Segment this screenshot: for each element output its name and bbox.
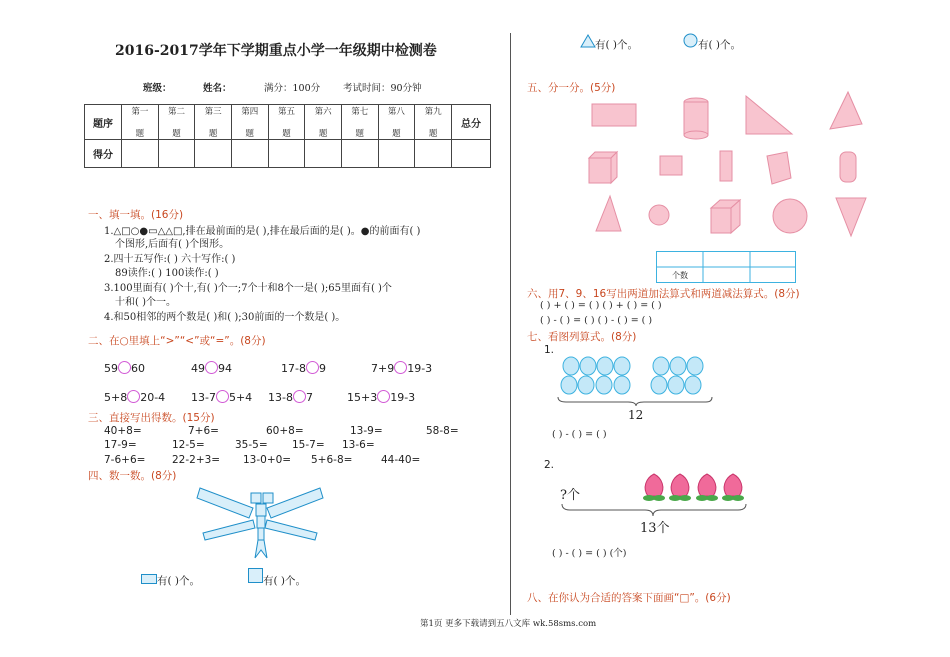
exam-time: 考试时间：90分钟 [343, 83, 422, 94]
score-col: 第一 题 [122, 105, 159, 140]
score-table [84, 104, 491, 168]
calc: 60+8= [266, 425, 304, 437]
equation-line: ( ) + ( ) = ( ) ( ) + ( ) = ( ) [540, 300, 662, 311]
section-2-title: 二、在○里填上“>”“<”或“=”。(8分) [88, 335, 266, 347]
calc: 17-9= [104, 439, 137, 451]
calc: 40+8= [104, 425, 142, 437]
count-answer: 有( )个。 [263, 575, 307, 587]
calc: 7+6= [188, 425, 219, 437]
equation-line: ( ) - ( ) = ( ) ( ) - ( ) = ( ) [540, 315, 653, 326]
compare-item: 13-7 5+4 [191, 391, 253, 404]
compare-circle[interactable] [118, 361, 131, 374]
score-head: 题序 [85, 105, 122, 140]
compare-circle[interactable] [306, 361, 319, 374]
rectangle-icon [141, 574, 157, 584]
score-col: 第九 题 [415, 105, 452, 140]
s1-line: 89读作:( ) 100读作:( ) [115, 268, 219, 279]
problem-number: 1. [544, 344, 555, 356]
compare-circle[interactable] [394, 361, 407, 374]
circle-icon [683, 33, 698, 48]
calc: 13-0+0= [243, 454, 292, 466]
calc: 22-2+3= [172, 454, 221, 466]
calc: 5+6-8= [311, 454, 353, 466]
score-col: 第七 题 [341, 105, 378, 140]
compare-circle[interactable] [127, 390, 140, 403]
page-footer: 第1页 更多下载请到五八文库 wk.58sms.com [420, 619, 597, 629]
count-table-label: 个数 [672, 271, 688, 280]
calc: 7-6+6= [104, 454, 146, 466]
compare-item: 49 94 [191, 362, 232, 375]
compare-item: 13-8 7 [268, 391, 313, 404]
calc: 12-5= [172, 439, 205, 451]
calc: 44-40= [381, 454, 421, 466]
compare-item: 15+3 19-3 [347, 391, 416, 404]
class-field: 班级： [143, 83, 172, 94]
compare-item: 5+8 20-4 [104, 391, 166, 404]
compare-circle[interactable] [205, 361, 218, 374]
full-score: 满分：100分 [264, 83, 321, 94]
brace-image [560, 502, 750, 518]
column-divider [510, 33, 511, 615]
calc: 13-9= [350, 425, 383, 437]
calc: 13-6= [342, 439, 375, 451]
calc: 15-7= [292, 439, 325, 451]
score-row-label: 得分 [85, 140, 122, 168]
score-col: 第四 题 [231, 105, 268, 140]
count-answer: 有( )个。 [595, 39, 639, 51]
score-col: 第五 题 [268, 105, 305, 140]
compare-circle[interactable] [293, 390, 306, 403]
equation-line: ( ) - ( ) = ( ) (个) [552, 548, 627, 559]
s1-line: 十和( )个一。 [115, 297, 176, 308]
balloons-image [556, 354, 716, 406]
dragonfly-image [195, 478, 325, 560]
calc: 58-8= [426, 425, 459, 437]
name-field: 姓名： [203, 83, 232, 94]
score-col: 第六 题 [305, 105, 342, 140]
s1-line: 4.和50相邻的两个数是( )和( );30前面的一个数是( )。 [104, 312, 346, 323]
score-col: 第八 题 [378, 105, 415, 140]
problem-number: 2. [544, 459, 555, 471]
triangle-icon [580, 34, 596, 48]
peaches-image [640, 470, 748, 502]
square-icon [248, 568, 263, 583]
page-title: 2016-2017学年下学期重点小学一年级期中检测卷 [115, 43, 437, 59]
s1-line: 个图形,后面有( )个图形。 [115, 239, 230, 250]
section-1-title: 一、填一填。(16分) [88, 209, 184, 221]
equation-line: ( ) - ( ) = ( ) [552, 429, 607, 440]
total-label: 12 [628, 408, 644, 422]
compare-item: 7+9 19-3 [371, 362, 433, 375]
section-7-title: 七、看图列算式。(8分) [527, 331, 637, 343]
compare-circle[interactable] [377, 390, 390, 403]
calc: 35-5= [235, 439, 268, 451]
score-col: 第二 题 [158, 105, 195, 140]
count-answer: 有( )个。 [698, 39, 742, 51]
score-col: 第三 题 [195, 105, 232, 140]
section-8-title: 八、在你认为合适的答案下面画“□”。(6分) [527, 592, 731, 604]
compare-circle[interactable] [216, 390, 229, 403]
score-total: 总分 [452, 105, 491, 140]
section-3-title: 三、直接写出得数。(15分) [88, 412, 215, 424]
count-answer: 有( )个。 [157, 575, 201, 587]
shapes-image [584, 90, 874, 240]
section-6-title: 六、用7、9、16写出两道加法算式和两道减法算式。(8分) [527, 288, 800, 300]
s1-line: 2.四十五写作:( ) 六十写作:( ) [104, 254, 236, 265]
compare-item: 59 60 [104, 362, 145, 375]
section-4-title: 四、数一数。(8分) [88, 470, 177, 482]
unknown-label: ?个 [560, 488, 580, 503]
compare-item: 17-8 9 [281, 362, 326, 375]
s1-line: 1.△□○●▭△△□,排在最前面的是( ),排在最后面的是( )。●的前面有( ) [104, 226, 421, 237]
s1-line: 3.100里面有( )个十,有( )个一;7个十和8个一是( );65里面有( )个 [104, 283, 392, 294]
total-label: 13个 [640, 521, 670, 536]
section-5-title: 五、分一分。(5分) [527, 82, 616, 94]
